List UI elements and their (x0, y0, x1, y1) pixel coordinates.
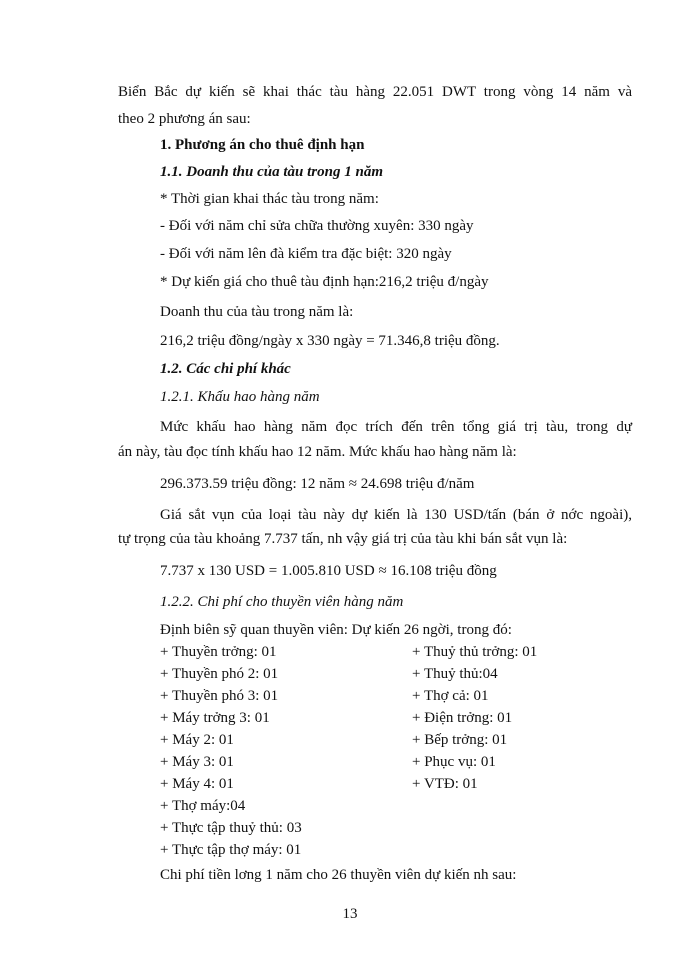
scrap-calculation: 7.737 x 130 USD = 1.005.810 USD ≈ 16.108 triệu đồng (160, 563, 497, 579)
crew-right-item: + Phục vụ: 01 (412, 754, 496, 770)
crew-left-item: + Thực tập thợ máy: 01 (160, 842, 302, 858)
depreciation-calculation: 296.373.59 triệu đồng: 12 năm ≈ 24.698 triệu đ/năm (160, 476, 475, 492)
crew-left-item: + Máy trởng 3: 01 (160, 710, 270, 726)
crew-right-item: + Điện trởng: 01 (412, 710, 513, 726)
salary-intro: Chi phí tiền lơng 1 năm cho 26 thuyền viên dự kiến nh sau: (160, 867, 517, 883)
operating-time-label: * Thời gian khai thác tàu trong năm: (160, 191, 379, 207)
crew-intro: Định biên sỹ quan thuyền viên: Dự kiến 26 ngời, trong đó: (160, 622, 512, 638)
crew-right-item: + Thuỷ thủ trởng: 01 (412, 644, 538, 660)
section-1-heading: 1. Phương án cho thuê định hạn (160, 137, 365, 153)
crew-left-item: + Máy 4: 01 (160, 776, 234, 792)
section-1-2-heading: 1.2. Các chi phí khác (160, 361, 291, 377)
crew-right-item: + Thuỷ thủ:04 (412, 666, 498, 682)
crew-right-item: + Thợ cả: 01 (412, 688, 489, 704)
crew-right-item: + Bếp trởng: 01 (412, 732, 508, 748)
operating-time-special: - Đối với năm lên đà kiểm tra đặc biệt: 320 ngày (160, 246, 452, 262)
intro-line-1: Biển Bắc dự kiến sẽ khai thác tàu hàng 22.051 DWT trong vòng 14 năm và (118, 84, 632, 100)
revenue-label: Doanh thu của tàu trong năm là: (160, 304, 354, 320)
crew-left-item: + Thợ máy:04 (160, 798, 246, 814)
scrap-line-2: tự trọng của tàu khoảng 7.737 tấn, nh vậy giá trị của tàu khi bán sắt vụn là: (118, 531, 568, 547)
intro-line-2: theo 2 phương án sau: (118, 111, 251, 127)
depreciation-line-1: Mức khấu hao hàng năm đọc trích đến trên tổng giá trị tàu, trong dự (160, 419, 632, 435)
crew-left-item: + Thuyền trởng: 01 (160, 644, 277, 660)
revenue-calculation: 216,2 triệu đồng/ngày x 330 ngày = 71.346,8 triệu đồng. (160, 333, 500, 349)
crew-left-item: + Máy 2: 01 (160, 732, 234, 748)
depreciation-line-2: án này, tàu đọc tính khấu hao 12 năm. Mức khấu hao hàng năm là: (118, 444, 517, 460)
crew-left-item: + Thực tập thuỷ thủ: 03 (160, 820, 302, 836)
operating-time-regular: - Đối với năm chỉ sửa chữa thường xuyên: 330 ngày (160, 218, 474, 234)
crew-left-item: + Máy 3: 01 (160, 754, 234, 770)
crew-left-item: + Thuyền phó 2: 01 (160, 666, 279, 682)
charter-price: * Dự kiến giá cho thuê tàu định hạn:216,2 triệu đ/ngày (160, 274, 489, 290)
scrap-line-1: Giá sắt vụn của loại tàu này dự kiến là 130 USD/tấn (bán ở nớc ngoài), (160, 507, 632, 523)
section-1-2-2-heading: 1.2.2. Chi phí cho thuyền viên hàng năm (160, 594, 404, 610)
section-1-2-1-heading: 1.2.1. Khấu hao hàng năm (160, 389, 320, 405)
crew-right-item: + VTĐ: 01 (412, 776, 478, 792)
section-1-1-heading: 1.1. Doanh thu của tàu trong 1 năm (160, 164, 383, 180)
page-number: 13 (342, 906, 358, 922)
crew-left-item: + Thuyền phó 3: 01 (160, 688, 279, 704)
